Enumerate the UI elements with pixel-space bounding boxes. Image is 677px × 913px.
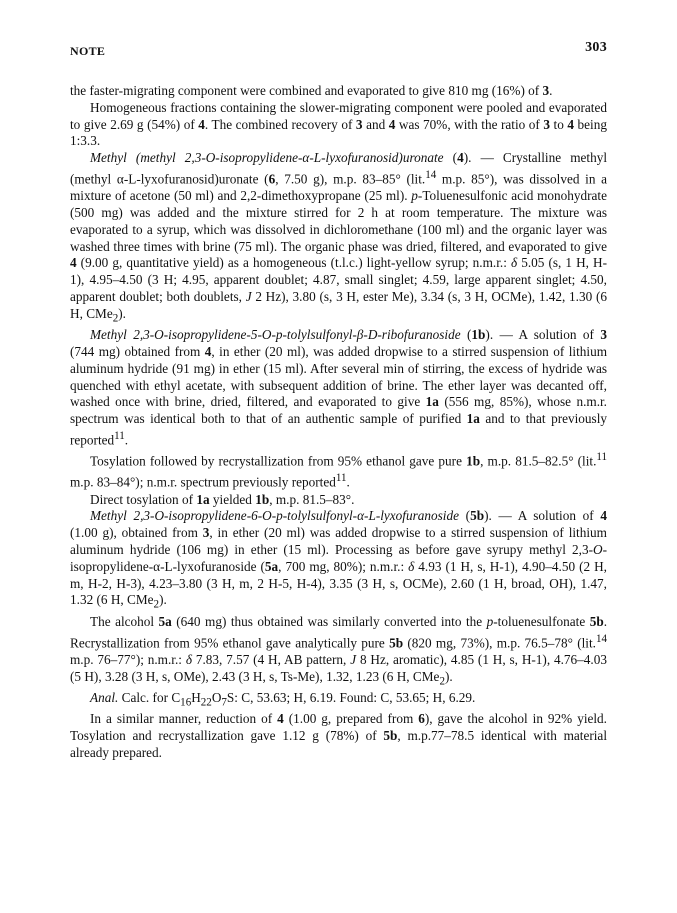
paragraph-10: In a similar manner, reduction of 4 (1.00 g, prepared from 6), gave the alcohol in 92% yield. Tosylation and recrystallization gave 1.12 g (78%) of 5b, m.p.77–78.5 identical with material already prepared.: [70, 711, 607, 761]
paragraph-2: Homogeneous fractions containing the slower-migrating component were pooled and evaporated to give 2.69 g (54%) of 4. The combined recovery of 3 and 4 was 70%, with the ratio of 3 to 4 being 1:3.3.: [70, 99, 607, 149]
paragraph-5: Tosylation followed by recrystallization from 95% ethanol gave pure 1b, m.p. 81.5–82.5° (lit.$^{11}$ m.p. 83–84°); n.m.r. spectrum previously reported$^{11}$.: [70, 451, 608, 490]
running-header: [70, 40, 607, 62]
paragraph-7: Methyl 2,3-O-isopropylidene-6-O-p-tolylsulfonyl-α-L-lyxofuranoside (5b). — A solution of 4 (1.00 g), obtained from 3, in ether (20 ml) was added dropwise to a stirred suspension of lithium aluminum hydride (106 mg) in ether (15 ml). Processing as before gave syrupy methyl 2,3-O-isopropylidene-α-L-lyxofuranoside (5a, 700 mg, 80%); n.m.r.: δ 4.93 (1 H, s, H-1), 4.90–4.50 (2 H, m, H-2, H-3), 4.23–3.80 (3 H, m, 2 H-5, H-4), 3.35 (3 H, s, OCMe), 2.60 (1 H, broad, OH), 1.47, 1.32 (6 H, CMe$_2$).: [70, 508, 607, 612]
paragraph-4: Methyl 2,3-O-isopropylidene-5-O-p-tolylsulfonyl-β-D-ribofuranoside (1b). — A solution of 3 (744 mg) obtained from 4, in ether (20 ml), was added dropwise to a stirred suspension of lithium aluminum hydride (91 mg) in ether (15 ml). After several min of stirring, the excess of hydride was quenched with ethyl acetate, with subsequent addition of brine. The ether layer was decanted off, washed once with brine, dried, filtered, and evaporated to give 1a (556 mg, 85%), whose n.m.r. spectrum was identical both to that of an authentic sample of purified 1a and to that previously reported$^{11}$.: [70, 327, 608, 448]
paragraph-8: The alcohol 5a (640 mg) thus obtained was similarly converted into the p-toluenesulfonate 5b. Recrystallization from 95% ethanol gave analytically pure 5b (820 mg, 73%), m.p. 76.5–78° (lit.$^{14}$ m.p. 76–77°); n.m.r.: δ 7.83, 7.57 (4 H, AB pattern, J 8 Hz, aromatic), 4.85 (1 H, s, H-1), 4.76–4.03 (5 H), 3.28 (3 H, s, OMe), 2.43 (3 H, s, Ts-Me), 1.32, 1.23 (6 H, CMe$_2$).: [70, 613, 607, 688]
header-label: NOTE: [70, 44, 106, 58]
paragraph-3: Methyl (methyl 2,3-O-isopropylidene-α-L-lyxofuranosid)uronate (4). — Crystalline methyl (methyl α-L-lyxofuranosid)uronate (6, 7.50 g), m.p. 83–85° (lit.$^{14}$ m.p. 85°), was dissolved in a mixture of acetone (50 ml) and 2,2-dimethoxypropane (25 ml). p-Toluenesulfonic acid monohydrate (500 mg) was added and the mixture stirred for 2 h at room temperature. The mixture was evaporated to a syrup, which was dissolved in dichloromethane (100 ml) and the organic layer was washed three times with brine (75 ml). The organic phase was dried, filtered, and evaporated to give 4 (9.00 g, quantitative yield) as a homogeneous (t.l.c.) light-yellow syrup; n.m.r.: δ 5.05 (s, 1 H, H-1), 4.95–4.50 (3 H; 4.95, apparent doublet; 4.87, small singlet; 4.59, large apparent singlet; 4.50, apparent doublet; both doublets, J 2 Hz), 3.80 (s, 3 H, ester Me), 3.34 (s, 3 H, OCMe), 1.42, 1.30 (6 H, CMe$_2$).: [70, 150, 607, 325]
paragraph-9: Anal. Calc. for $C_{16}H_{22}O_7S$: C, 53.63; H, 6.19. Found: C, 53.65; H, 6.29.: [90, 690, 476, 709]
paragraph-6: Direct tosylation of 1a yielded 1b, m.p. 81.5–83°.: [90, 491, 355, 507]
article-body: [70, 83, 607, 762]
page-number: 303: [585, 40, 607, 55]
paragraph-1: the faster-migrating component were combined and evaporated to give 810 mg (16%) of 3.: [70, 83, 553, 98]
